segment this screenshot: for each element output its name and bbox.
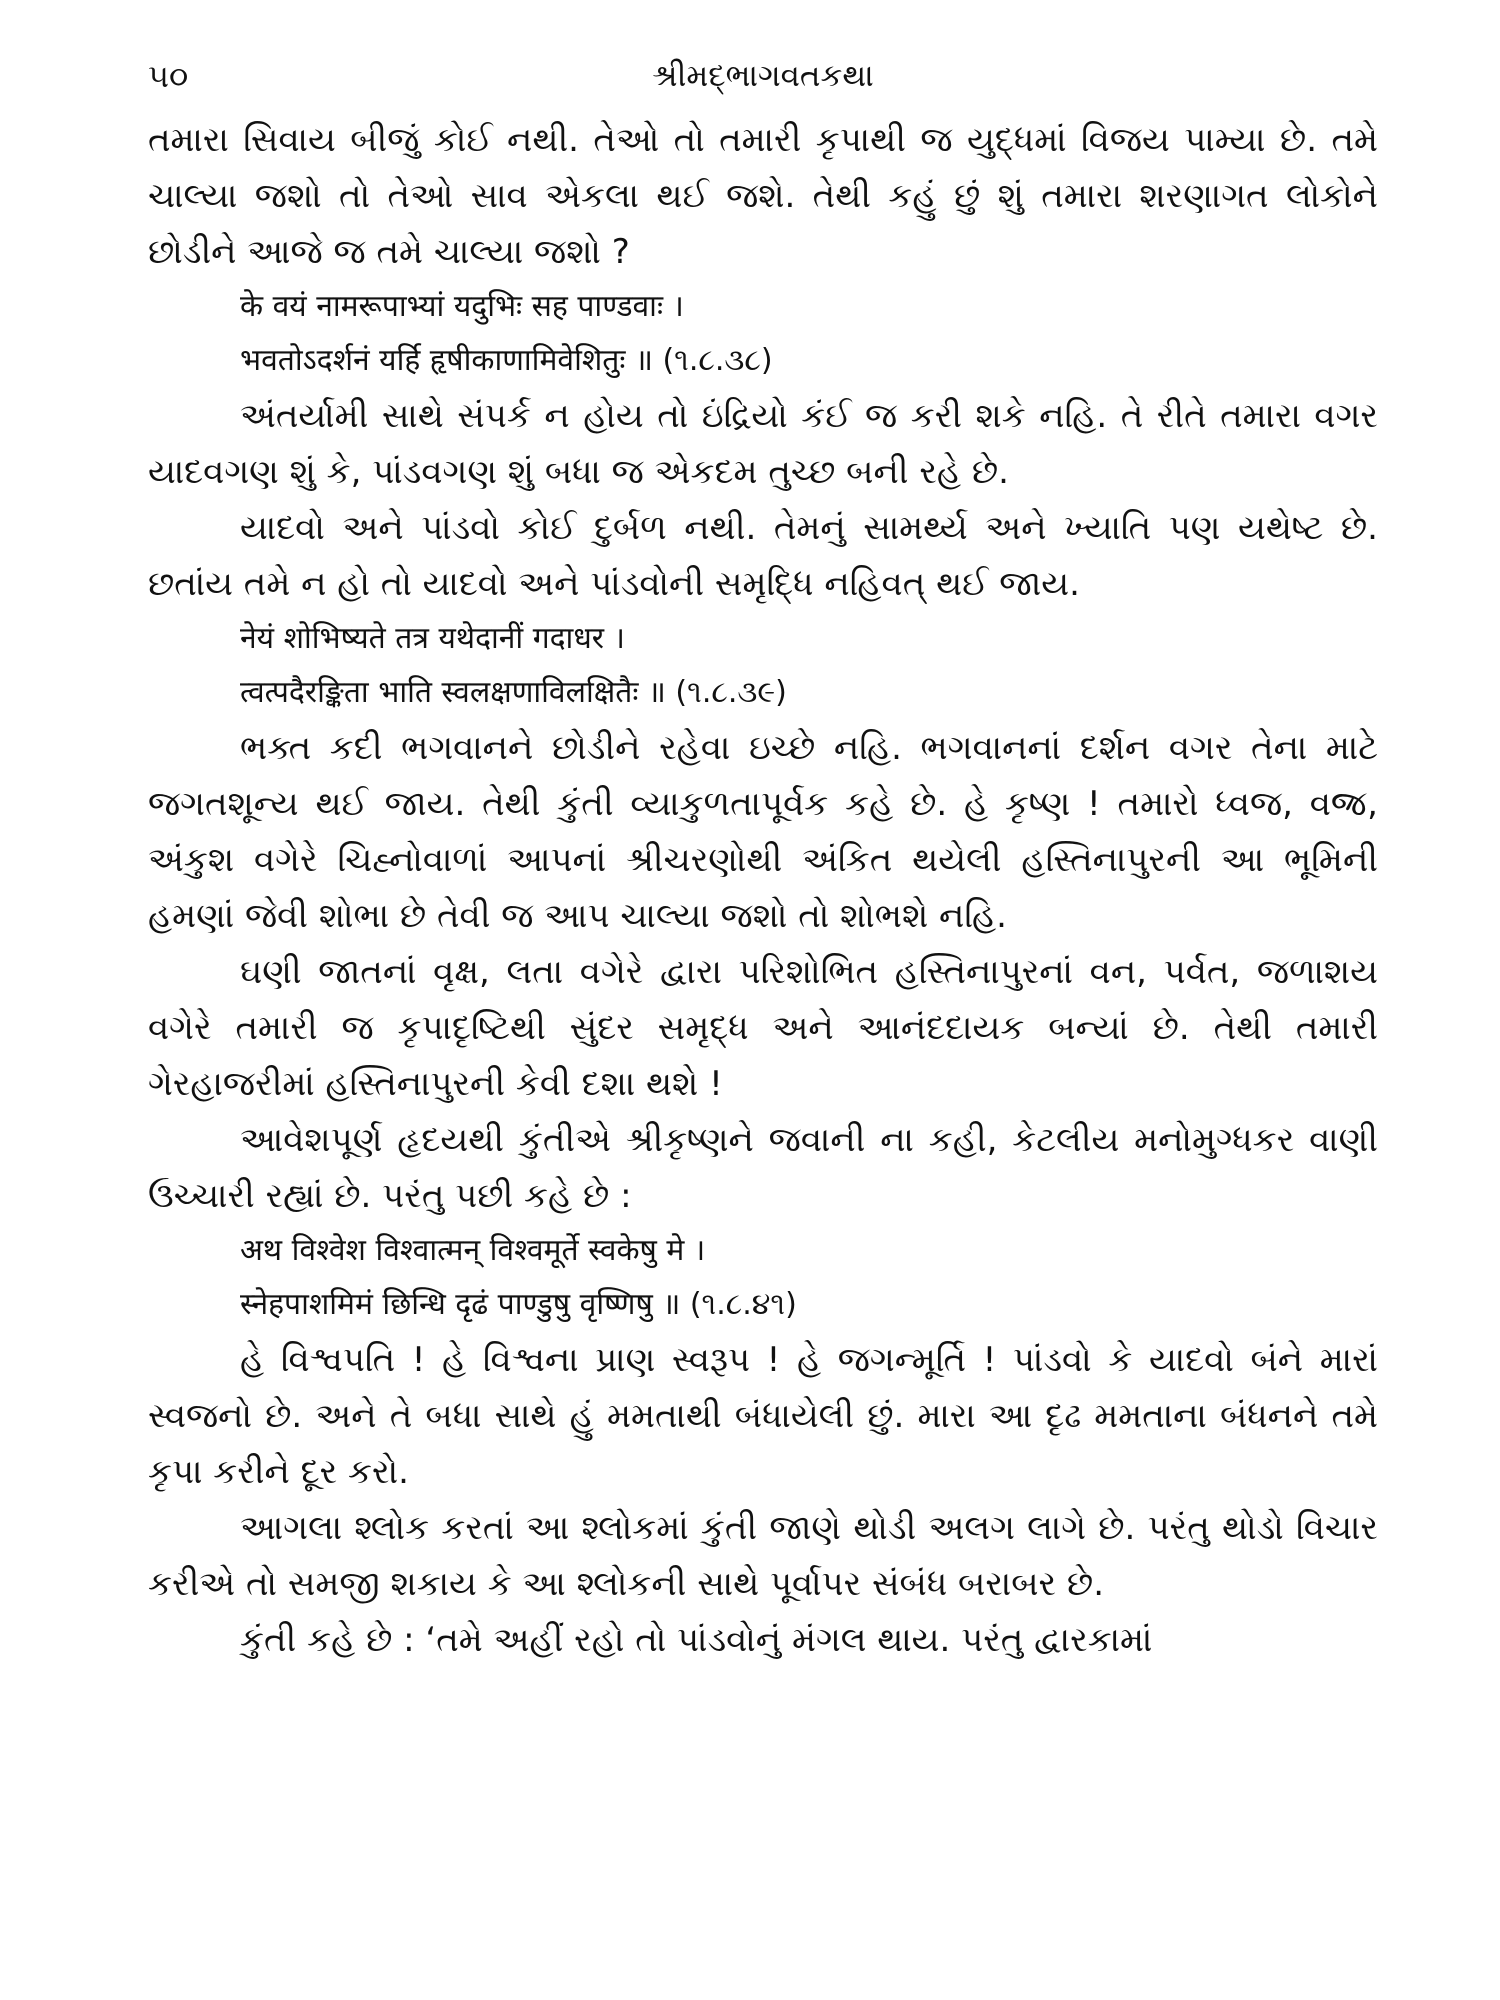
sanskrit-verse-line: नेयं शोभिष्यते तत्र यथेदानीं गदाधर । [240,621,625,656]
paragraph: ભક્ત કદી ભગવાનને છોડીને રહેવા ઇચ્છે નહિ. ભગવાનનાં દર્શન વગર તેના માટે જગતશૂન્ય થઈ જાય. તેથી કુંતી વ્યાકુળતાપૂર્વક કહે છે. હે કૃષ્ણ ! તમારો ધ્વજ, વજ્ર, અંકુશ વગેરે ચિહ્નોવાળાં આપનાં શ્રીચરણોથી અંકિત થયેલી હસ્તિનાપુરની આ ભૂમિની હમણાં જેવી શોભા છે તેવી જ આપ ચાલ્યા જશો તો શોભશે નહિ. [148,728,1378,936]
paragraph: ઘણી જાતનાં વૃક્ષ, લતા વગેરે દ્વારા પરિશોભિત હસ્તિનાપુરનાં વન, પર્વત, જળાશય વગેરે તમારી જ કૃપાદૃષ્ટિથી સુંદર સમૃદ્ધ અને આનંદદાયક બન્યાં છે. તેથી તમારી ગેરહાજરીમાં હસ્તિનાપુરની કેવી દશા થશે ! [148,952,1378,1104]
paragraph: તમારા સિવાય બીજું કોઈ નથી. તેઓ તો તમારી કૃપાથી જ યુદ્ધમાં વિજય પામ્યા છે. તમે ચાલ્યા જશો તો તેઓ સાવ એકલા થઈ જશે. તેથી કહું છું શું તમારા શરણાગત લોકોને છોડીને આજે જ તમે ચાલ્યા જશો ? [148,120,1378,272]
paragraph: અંતર્યામી સાથે સંપર્ક ન હોય તો ઇંદ્રિયો કંઈ જ કરી શકે નહિ. તે રીતે તમારા વગર યાદવગણ શું કે, પાંડવગણ શું બધા જ એકદમ તુચ્છ બની રહે છે. [148,396,1378,492]
sanskrit-verse-line: अथ विश्वेश विश्वात्मन् विश्वमूर्ते स्वकेषु मे । [240,1233,706,1268]
paragraph: હે વિશ્વપતિ ! હે વિશ્વના પ્રાણ સ્વરૂપ ! હે જગન્મૂર્તિ ! પાંડવો કે યાદવો બંને મારાં સ્વજનો છે. અને તે બધા સાથે હું મમતાથી બંધાયેલી છું. મારા આ દૃઢ મમતાના બંધનને તમે કૃપા કરીને દૂર કરો. [148,1340,1378,1492]
body-text [148,112,1378,1668]
paragraph: યાદવો અને પાંડવો કોઈ દુર્બળ નથી. તેમનું સામર્થ્ય અને ખ્યાતિ પણ યથેષ્ટ છે. છતાંય તમે ન હો તો યાદવો અને પાંડવોની સમૃદ્ધિ નહિવત્ થઈ જાય. [148,508,1378,604]
running-header [148,52,1378,100]
sanskrit-verse-line: भवतोऽदर्शनं यर्हि हृषीकाणामिवेशितुः ॥ (૧.૮.૩૮) [240,343,773,378]
book-title: શ્રીમદ્ભાગવતકથા [652,58,874,94]
sanskrit-verse-line: त्वत्पदैरङ्किता भाति स्वलक्षणाविलक्षितैः ॥ (૧.૮.૩૯) [240,675,787,710]
sanskrit-verse-line: स्नेहपाशमिमं छिन्धि दृढं पाण्डुषु वृष्णिषु ॥ (૧.૮.૪૧) [240,1287,797,1322]
paragraph: આવેશપૂર્ણ હૃદયથી કુંતીએ શ્રીકૃષ્ણને જવાની ના કહી, કેટલીય મનોમુગ્ધકર વાણી ઉચ્ચારી રહ્યાં છે. પરંતુ પછી કહે છે : [148,1120,1378,1216]
paragraph: કુંતી કહે છે : ‘તમે અહીં રહો તો પાંડવોનું મંગલ થાય. પરંતુ દ્વારકામાં [240,1620,1153,1660]
page-number: ૫૦ [148,57,189,95]
sanskrit-verse-line: के वयं नामरूपाभ्यां यदुभिः सह पाण्डवाः । [240,289,684,324]
paragraph: આગલા શ્લોક કરતાં આ શ્લોકમાં કુંતી જાણે થોડી અલગ લાગે છે. પરંતુ થોડો વિચાર કરીએ તો સમજી શકાય કે આ શ્લોકની સાથે પૂર્વાપર સંબંધ બરાબર છે. [148,1508,1378,1604]
